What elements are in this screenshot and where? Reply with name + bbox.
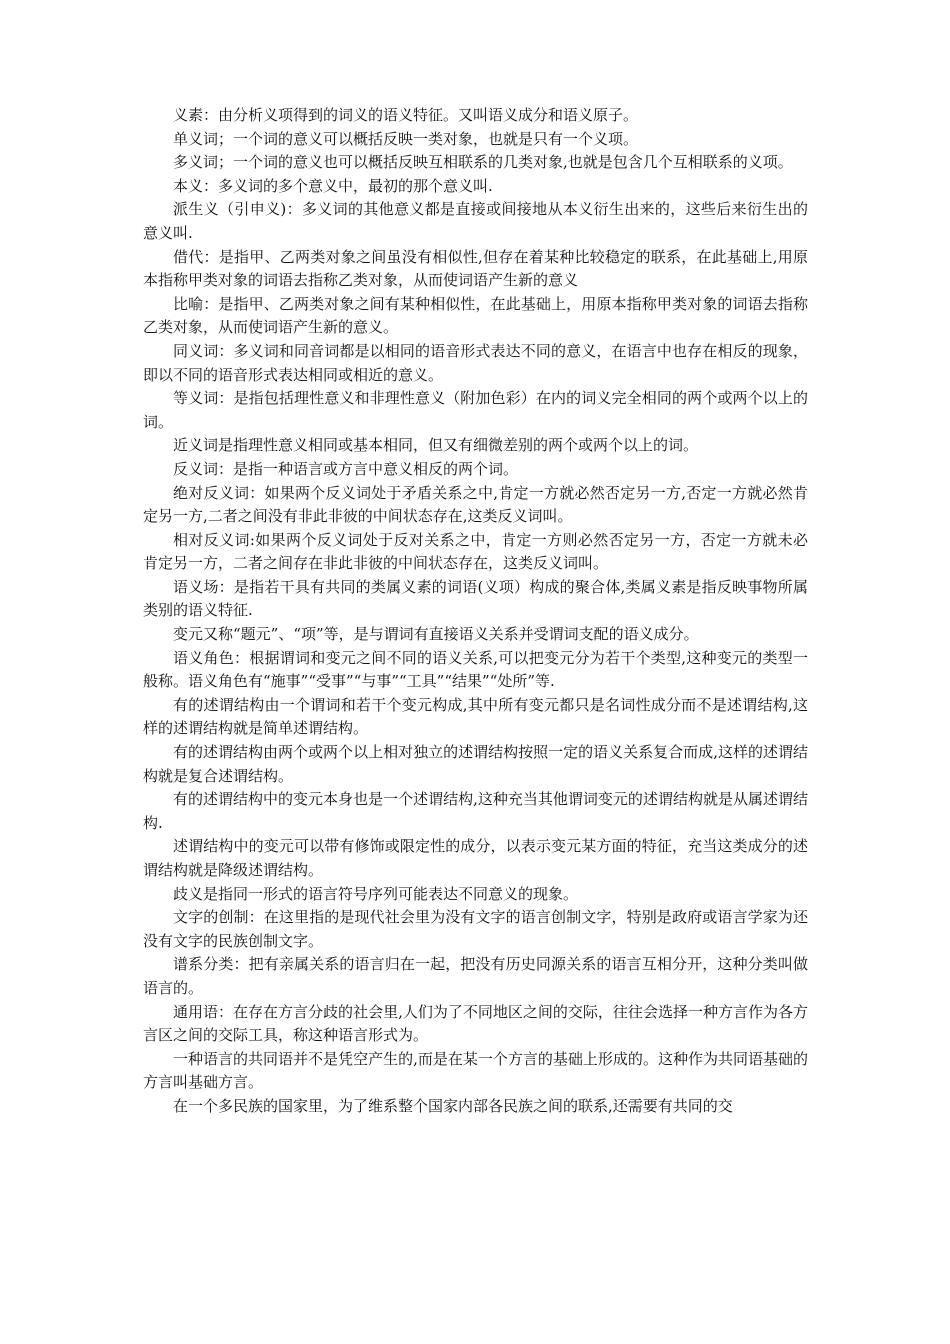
paragraph: 有的述谓结构中的变元本身也是一个述谓结构,这种充当其他谓词变元的述谓结构就是从属述谓结构.	[143, 790, 808, 832]
paragraph: 在一个多民族的国家里，为了维系整个国家内部各民族之间的联系,还需要有共同的交	[173, 1096, 733, 1115]
paragraph: 义素：由分析义项得到的词义的语义特征。又叫语义成分和语义原子。	[173, 106, 639, 124]
paragraph: 等义词：是指包括理性意义和非理性意义（附加色彩）在内的词义完全相同的两个或两个以上的词。	[143, 389, 808, 431]
paragraph: 近义词是指理性意义相同或基本相同，但又有细微差别的两个或两个以上的词。	[173, 436, 699, 455]
paragraph: 歧义是指同一形式的语言符号序列可能表达不同意义的现象。	[173, 884, 579, 903]
paragraph: 绝对反义词：如果两个反义词处于矛盾关系之中,肯定一方就必然否定另一方,否定一方就必然肯定另一方,二者之间没有非此非彼的中间状态存在,这类反义词叫。	[143, 483, 808, 526]
paragraph: 借代：是指甲、乙两类对象之间虽没有相似性,但存在着某种比较稳定的联系，在此基础上,用原本指称甲类对象的词语去指称乙类对象，从而使词语产生新的意义	[143, 247, 808, 290]
paragraph: 单义词；一个词的意义可以概括反映一类对象，也就是只有一个义项。	[173, 129, 639, 148]
paragraph: 有的述谓结构由两个或两个以上相对独立的述谓结构按照一定的语义关系复合而成,这样的述谓结构就是复合述谓结构。	[143, 743, 808, 785]
paragraph: 派生义（引申义)：多义词的其他意义都是直接或间接地从本义衍生出来的，这些后来衍生出的意义叫.	[143, 200, 808, 242]
paragraph: 一种语言的共同语并不是凭空产生的,而是在某一个方言的基础上形成的。这种作为共同语基础的方言叫基础方言。	[143, 1049, 808, 1092]
paragraph: 同义词：多义词和同音词都是以相同的语音形式表达不同的意义，在语言中也存在相反的现象，即以不同的语音形式表达相同或相近的意义。	[143, 341, 808, 384]
paragraph: 反义词：是指一种语言或方言中意义相反的两个词。	[173, 459, 519, 478]
paragraph: 本义：多义词的多个意义中，最初的那个意义叫.	[173, 176, 493, 195]
paragraph: 谱系分类：把有亲属关系的语言归在一起，把没有历史同源关系的语言互相分开，这种分类叫做语言的。	[143, 955, 808, 997]
paragraph: 相对反义词:如果两个反义词处于反对关系之中，肯定一方则必然否定另一方，否定一方就未必肯定另一方，二者之间存在非此非彼的中间状态存在，这类反义词叫。	[143, 530, 808, 573]
paragraph: 通用语：在存在方言分歧的社会里,人们为了不同地区之间的交际，往往会选择一种方言作为各方言区之间的交际工具，称这种语言形式为。	[143, 1002, 808, 1045]
paragraph: 述谓结构中的变元可以带有修饰或限定性的成分，以表示变元某方面的特征，充当这类成分的述谓结构就是降级述谓结构。	[143, 837, 808, 879]
document-body	[143, 104, 808, 1119]
paragraph: 多义词；一个词的意义也可以概括反映互相联系的几类对象,也就是包含几个互相联系的义项。	[173, 153, 793, 172]
paragraph: 语义角色：根据谓词和变元之间不同的语义关系,可以把变元分为若干个类型,这种变元的类型一般称。语义角色有“施事”“受事”“与事”“工具”“结果”“处所”等.	[143, 648, 808, 691]
paragraph: 变元又称“题元”、“项”等，是与谓词有直接语义关系并受谓词支配的语义成分。	[173, 625, 699, 644]
paragraph: 文字的创制：在这里指的是现代社会里为没有文字的语言创制文字，特别是政府或语言学家为还没有文字的民族创制文字。	[143, 908, 808, 950]
paragraph: 比喻：是指甲、乙两类对象之间有某种相似性，在此基础上，用原本指称甲类对象的词语去指称乙类对象，从而使词语产生新的意义。	[143, 294, 808, 337]
paragraph: 语义场：是指若干具有共同的类属义素的词语(义项）构成的聚合体,类属义素是指反映事物所属类别的语义特征.	[143, 577, 808, 620]
paragraph: 有的述谓结构由一个谓词和若干个变元构成,其中所有变元都只是名词性成分而不是述谓结构,这样的述谓结构就是简单述谓结构。	[143, 695, 808, 738]
